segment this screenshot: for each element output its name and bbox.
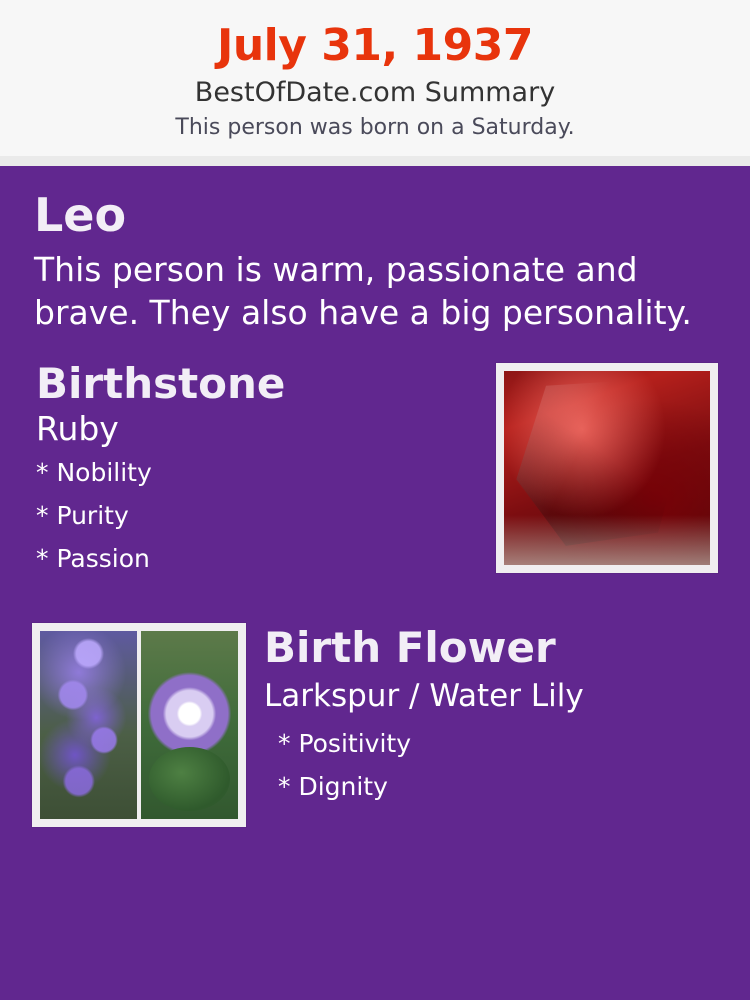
main-panel <box>0 166 750 1000</box>
site-subtitle: BestOfDate.com Summary <box>194 76 556 108</box>
birthflower-trait: * Dignity <box>278 771 388 801</box>
zodiac-description: This person is warm, passionate and brave. They also have a big personality. <box>34 249 692 333</box>
larkspur-and-water-lily-photo <box>40 631 238 819</box>
divider <box>0 156 750 166</box>
birthstone-trait: * Passion <box>36 543 150 573</box>
birthstone-image-frame <box>496 363 718 573</box>
birthstone-text <box>32 359 482 588</box>
birthflower-image-frame <box>32 623 246 827</box>
page-title: July 31, 1937 <box>216 20 533 71</box>
birthstone-title: Birthstone <box>36 359 286 409</box>
birthstone-trait: * Nobility <box>36 457 152 487</box>
birthflower-trait: * Positivity <box>278 728 411 758</box>
larkspur-photo <box>40 631 137 819</box>
ruby-gemstone-photo <box>504 371 710 565</box>
birthflower-title: Birth Flower <box>264 622 556 672</box>
birthstone-section <box>32 359 718 588</box>
birthflower-section <box>32 623 718 827</box>
birth-day-text: This person was born on a Saturday. <box>175 115 575 141</box>
water-lily-photo <box>141 631 238 819</box>
birthflower-value: Larkspur / Water Lily <box>264 677 584 714</box>
birthstone-trait: * Purity <box>36 500 129 530</box>
birthstone-value: Ruby <box>36 409 119 449</box>
header <box>0 0 750 156</box>
birthflower-text <box>264 623 718 817</box>
zodiac-sign-title: Leo <box>34 187 127 242</box>
